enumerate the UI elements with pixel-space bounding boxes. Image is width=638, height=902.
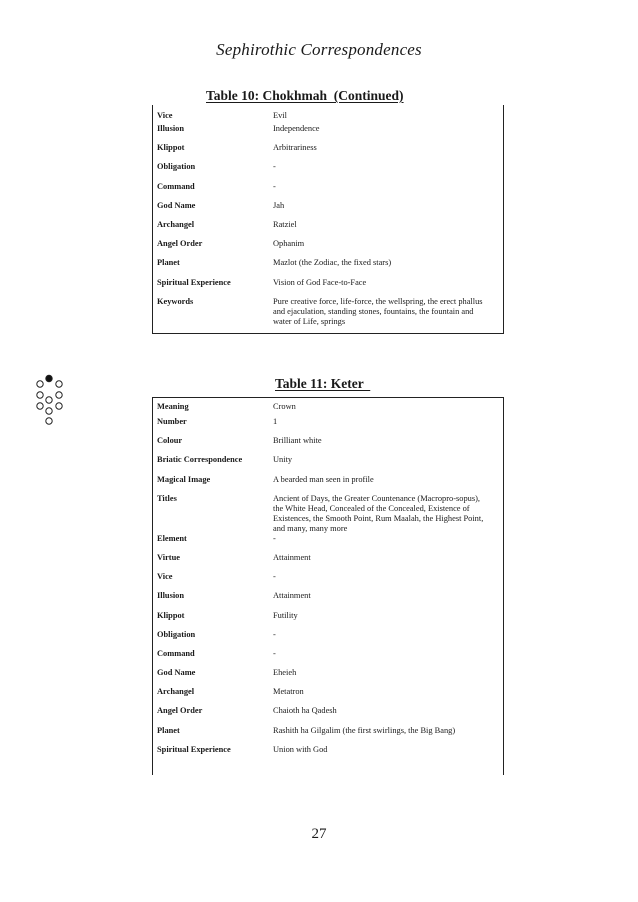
row-label: Vice [157, 111, 173, 120]
row-value: Union with God [273, 744, 328, 754]
row-label: Planet [157, 258, 180, 268]
row-value: Futility [273, 610, 298, 620]
row-label: God Name [157, 200, 196, 210]
table-row [153, 572, 503, 591]
row-value: Unity [273, 455, 293, 465]
row-label: Spiritual Experience [157, 744, 231, 754]
row-label: Keywords [157, 296, 194, 306]
table-row [153, 436, 503, 455]
running-head: Sephirothic Correspondences [216, 40, 422, 59]
table-row [153, 455, 503, 474]
table-row [153, 611, 503, 630]
table-row [153, 630, 503, 649]
row-value: - [273, 629, 276, 639]
table-row [153, 258, 503, 277]
row-value: Independence [273, 124, 320, 133]
row-value: Ancient of Days, the Greater Countenance (Macropro-sopus), the White Head, Concealed of the Concealed, Existence of Existences, the Smooth Point, Rum Maalah, the Highest Point, and many, many more [273, 493, 484, 533]
table-row [153, 649, 503, 668]
table-row [153, 475, 503, 494]
row-value: Mazlot (the Zodiac, the fixed stars) [273, 258, 392, 268]
row-value: - [273, 572, 276, 582]
row-value: Ratziel [273, 219, 297, 229]
row-label: Meaning [157, 402, 189, 411]
row-label: Vice [157, 572, 173, 582]
row-label: Briatic Correspondence [157, 455, 243, 465]
row-label: Klippot [157, 610, 185, 620]
table-row [153, 534, 503, 553]
table-11 [152, 397, 504, 775]
row-label: Colour [157, 436, 183, 446]
row-label: Obligation [157, 629, 196, 639]
row-label: Angel Order [157, 239, 203, 249]
table-row [153, 398, 503, 417]
row-value: Eheieh [273, 668, 297, 678]
row-value: Rashith ha Gilgalim (the first swirlings, the Big Bang) [273, 725, 456, 735]
row-value: - [273, 162, 276, 172]
row-value: - [273, 533, 276, 543]
row-value: A bearded man seen in profile [273, 474, 374, 484]
row-value: Vision of God Face-to-Face [273, 277, 367, 287]
row-label: Spiritual Experience [157, 277, 231, 287]
table-row [153, 162, 503, 181]
tree-of-life-icon [0, 0, 80, 440]
row-value: - [273, 181, 276, 191]
table-row [153, 278, 503, 297]
table-row [153, 124, 503, 143]
table-row [153, 687, 503, 706]
row-value: 1 [273, 417, 278, 426]
row-value: Ophanim [273, 239, 305, 249]
row-value: Brilliant white [273, 436, 322, 446]
row-value: - [273, 648, 276, 658]
table-11-caption: Table 11: Keter [275, 376, 371, 391]
row-value: Attainment [273, 591, 311, 601]
row-value: Crown [273, 402, 296, 411]
row-label: God Name [157, 668, 196, 678]
table-row [153, 745, 503, 764]
row-label: Archangel [157, 687, 195, 697]
row-value: Attainment [273, 552, 311, 562]
row-label: Number [157, 417, 187, 426]
table-row [153, 706, 503, 725]
table-10-caption: Table 10: Chokhmah (Continued) [206, 88, 404, 103]
page-number: 27 [311, 826, 327, 842]
row-value: Chaioth ha Qadesh [273, 706, 337, 716]
row-label: Planet [157, 725, 180, 735]
table-row [153, 668, 503, 687]
row-label: Virtue [157, 552, 180, 562]
row-label: Command [157, 181, 195, 191]
row-value: Metatron [273, 687, 304, 697]
table-row [153, 105, 503, 124]
row-label: Element [157, 533, 187, 543]
row-label: Illusion [157, 124, 185, 133]
table-row [153, 220, 503, 239]
row-label: Klippot [157, 143, 185, 153]
row-label: Obligation [157, 162, 196, 172]
row-value: Pure creative force, life-force, the wellspring, the erect phallus and ejaculation, standing stones, fountains, the fountain and water of Life, springs [273, 296, 483, 326]
row-label: Command [157, 648, 195, 658]
table-row [153, 297, 503, 333]
table-row [153, 182, 503, 201]
row-value: Evil [273, 111, 287, 120]
table-row [153, 553, 503, 572]
row-value: Arbitrariness [273, 143, 317, 153]
table-row [153, 726, 503, 745]
row-label: Titles [157, 493, 177, 503]
table-row [153, 201, 503, 220]
row-value: Jah [273, 200, 285, 210]
table-row [153, 494, 503, 534]
table-row [153, 143, 503, 162]
table-row [153, 417, 503, 436]
row-label: Archangel [157, 219, 195, 229]
table-row [153, 591, 503, 610]
table-10 [152, 105, 504, 334]
row-label: Illusion [157, 591, 185, 601]
row-label: Angel Order [157, 706, 203, 716]
row-label: Magical Image [157, 474, 211, 484]
table-row [153, 239, 503, 258]
